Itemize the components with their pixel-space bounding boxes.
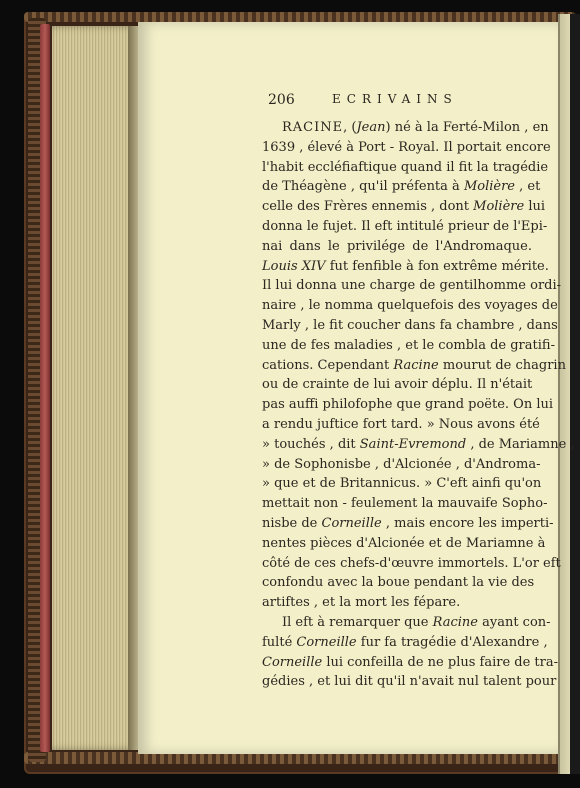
text-line: de Théagène , qu'il préfenta à Molière , et [262, 179, 541, 195]
text-line: Il lui donna une charge de gentilhomme ordi- [262, 278, 562, 294]
right-shadow [570, 14, 580, 774]
text-line: artiftes , et la mort les fépare. [262, 595, 461, 611]
text-line: » touchés , dit Saint-Evremond , de Mariamne , [262, 436, 575, 452]
text-line: gédies , et lui dit qu'il n'avait nul talent pour [262, 674, 557, 690]
text-line: Corneille lui confeilla de ne plus faire de tra- [262, 654, 559, 670]
text-line: » que et de Britannicus. » C'eft ainfi qu'on [262, 476, 542, 492]
text-line: nentes pièces d'Alcionée et de Mariamne à [262, 535, 546, 551]
text-line: Louis XIV fut fenfible à fon extrême mérite. [262, 258, 549, 274]
top-cover-edge [24, 12, 576, 22]
text-line: RACINE, (Jean) né à la Ferté-Milon , en [282, 120, 549, 135]
paragraph-racine-bio [262, 118, 575, 613]
text-line: ou de crainte de lui avoir déplu. Il n'était [262, 377, 533, 393]
text-line: fulté Corneille fur fa tragédie d'Alexandre , [262, 634, 548, 650]
page-block-edge [52, 26, 138, 750]
text-line: pas auffi philofophe que grand poëte. On lui [262, 397, 554, 413]
page-header [268, 92, 500, 114]
text-line: Marly , le fit coucher dans fa chambre , dans [262, 317, 558, 333]
endpaper-edge [40, 24, 50, 752]
text-line: cations. Cependant Racine mourut de chagrin [262, 357, 566, 373]
text-line: 1639 , élevé à Port - Royal. Il portait encore [262, 139, 551, 155]
text-line: Il eft à remarquer que Racine ayant con- [282, 614, 551, 630]
text-line: nai dans le privilége de l'Andromaque. [262, 238, 532, 254]
text-line: » de Sophonisbe , d'Alcionée , d'Androma- [262, 456, 541, 472]
body-text [262, 118, 575, 692]
text-line: l'habit eccléfiaftique quand il fit la tragédie [262, 159, 549, 175]
text-line: mettait non - feulement la mauvaife Sopho- [262, 496, 548, 512]
page-number: 206 [268, 92, 295, 108]
text-line: côté de ces chefs-d'œuvre immortels. L'or eft [262, 555, 561, 571]
text-line: naire , le nomma quelquefois des voyages de [262, 298, 558, 314]
text-line: a rendu juftice fort tard. » Nous avons été [262, 416, 540, 432]
text-line: celle des Frères ennemis , dont Molière lui [262, 199, 546, 215]
text-line: donna le fujet. Il eft intitulé prieur de l'Epi- [262, 218, 548, 234]
text-line: confondu avec la boue pendant la vie des [262, 575, 535, 591]
running-head: ECRIVAINS [332, 92, 458, 106]
paragraph-corneille-advice [262, 613, 559, 692]
text-line: nisbe de Corneille , mais encore les imperti- [262, 515, 554, 531]
text-line: une de fes maladies , et le combla de gratifi- [262, 337, 555, 353]
